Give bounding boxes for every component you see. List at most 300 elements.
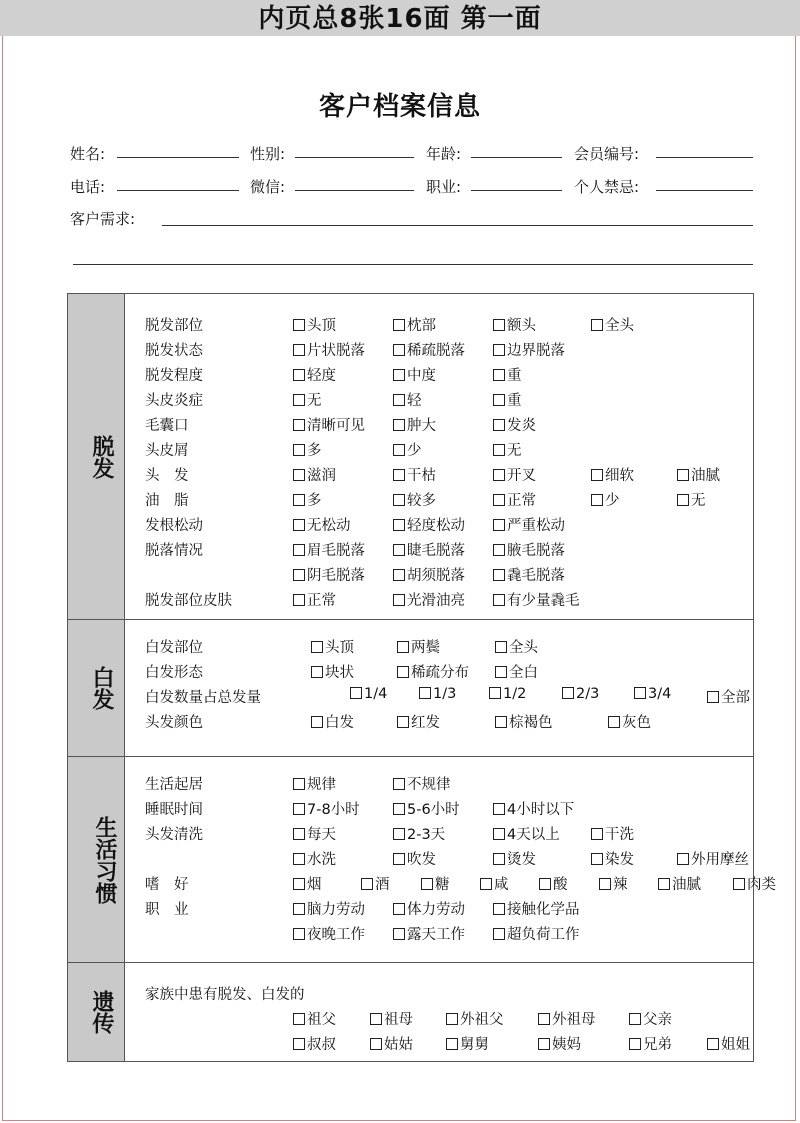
checkbox[interactable] [493, 594, 505, 606]
phone-field[interactable] [117, 190, 239, 191]
checkbox[interactable] [493, 828, 505, 840]
checkbox-label: 接触化学品 [507, 902, 580, 918]
checkbox-option[interactable] [293, 1008, 336, 1029]
checkbox-label: 无松动 [307, 518, 351, 534]
checkbox[interactable] [446, 1038, 458, 1050]
checkbox[interactable] [393, 778, 405, 790]
checkbox-option[interactable] [421, 873, 450, 894]
checkbox-label: 无 [507, 443, 522, 459]
checkbox-row [145, 589, 745, 611]
checkbox-option[interactable] [733, 873, 776, 894]
checkbox[interactable] [493, 928, 505, 940]
checkbox-label: 头顶 [307, 318, 336, 334]
checkbox-option[interactable] [397, 711, 440, 732]
needs-field[interactable] [162, 225, 753, 226]
checkbox-label: 稀疏分布 [411, 665, 469, 681]
checkbox-option[interactable] [538, 1033, 581, 1054]
gender-label: 性别: [250, 145, 286, 163]
checkbox[interactable] [370, 1038, 382, 1050]
checkbox-option[interactable] [293, 823, 336, 844]
checkbox-option[interactable] [493, 314, 536, 335]
checkbox[interactable] [293, 778, 305, 790]
checkbox-option[interactable] [493, 539, 565, 560]
checkbox-option[interactable] [493, 439, 522, 460]
row-label: 毛囊口 [145, 418, 189, 434]
checkbox[interactable] [493, 569, 505, 581]
checkbox[interactable] [293, 544, 305, 556]
checkbox-option[interactable] [293, 564, 365, 585]
checkbox[interactable] [393, 519, 405, 531]
checkbox-option[interactable] [493, 364, 522, 385]
age-field[interactable] [471, 157, 562, 158]
checkbox-label: 超负荷工作 [507, 927, 580, 943]
checkbox[interactable] [608, 716, 620, 728]
checkbox[interactable] [393, 903, 405, 915]
checkbox[interactable] [293, 1038, 305, 1050]
checkbox-label: 严重松动 [507, 518, 565, 534]
checkbox-option[interactable] [293, 414, 365, 435]
checkbox[interactable] [293, 569, 305, 581]
row-label: 白发数量占总发量 [145, 690, 261, 706]
checkbox-label: 重 [507, 393, 522, 409]
wechat-field[interactable] [295, 190, 414, 191]
checkbox-label: 祖母 [384, 1012, 413, 1028]
checkbox-label: 烟 [307, 877, 322, 893]
checkbox-option[interactable] [495, 636, 538, 657]
checkbox[interactable] [493, 494, 505, 506]
checkbox-option[interactable] [293, 439, 322, 460]
checkbox[interactable] [677, 469, 689, 481]
taboo-field[interactable] [656, 190, 753, 191]
checkbox-label: 胡须脱落 [407, 568, 465, 584]
checkbox-label: 外祖父 [460, 1012, 504, 1028]
checkbox-option[interactable] [538, 1008, 596, 1029]
checkbox[interactable] [293, 803, 305, 815]
checkbox-option[interactable] [493, 339, 565, 360]
checkbox-option[interactable] [311, 661, 354, 682]
checkbox-option[interactable] [393, 898, 465, 919]
checkbox[interactable] [293, 369, 305, 381]
checkbox[interactable] [311, 716, 323, 728]
checkbox[interactable] [591, 319, 603, 331]
checkbox-option[interactable] [707, 1033, 750, 1054]
checkbox-label: 染发 [605, 852, 634, 868]
row-label: 油 脂 [145, 493, 189, 509]
checkbox-option[interactable] [493, 414, 536, 435]
row-label: 脱发部位 [145, 318, 203, 334]
checkbox[interactable] [493, 319, 505, 331]
checkbox-option[interactable] [591, 314, 634, 335]
checkbox-row [145, 314, 745, 336]
checkbox-option[interactable] [311, 636, 354, 657]
checkbox-label: 姨妈 [552, 1037, 581, 1053]
checkbox[interactable] [493, 903, 505, 915]
checkbox-option[interactable] [393, 439, 422, 460]
checkbox-option[interactable] [493, 923, 580, 944]
checkbox-option[interactable] [393, 414, 436, 435]
checkbox-option[interactable] [361, 873, 390, 894]
checkbox[interactable] [493, 369, 505, 381]
checkbox-label: 酒 [375, 877, 390, 893]
checkbox[interactable] [393, 469, 405, 481]
checkbox-option[interactable] [591, 489, 620, 510]
checkbox-option[interactable] [370, 1033, 413, 1054]
checkbox-label: 露天工作 [407, 927, 465, 943]
checkbox-option[interactable] [591, 823, 634, 844]
checkbox-label: 眉毛脱落 [307, 543, 365, 559]
checkbox[interactable] [293, 394, 305, 406]
checkbox[interactable] [293, 928, 305, 940]
checkbox[interactable] [539, 878, 551, 890]
checkbox[interactable] [293, 878, 305, 890]
checkbox-option[interactable] [495, 661, 538, 682]
checkbox[interactable] [658, 878, 670, 890]
checkbox-option[interactable] [293, 539, 365, 560]
checkbox-option[interactable] [629, 1008, 672, 1029]
checkbox[interactable] [538, 1013, 550, 1025]
checkbox[interactable] [393, 419, 405, 431]
checkbox-option[interactable] [393, 539, 465, 560]
checkbox-label: 2/3 [576, 686, 600, 702]
checkbox-label: 枕部 [407, 318, 436, 334]
checkbox-option[interactable] [397, 661, 469, 682]
checkbox-label: 红发 [411, 715, 440, 731]
row-label: 嗜 好 [145, 877, 189, 893]
checkbox[interactable] [634, 687, 646, 699]
checkbox[interactable] [480, 878, 492, 890]
checkbox-label: 少 [407, 443, 422, 459]
checkbox[interactable] [393, 544, 405, 556]
checkbox-label: 舅舅 [460, 1037, 489, 1053]
checkbox[interactable] [493, 853, 505, 865]
checkbox[interactable] [397, 716, 409, 728]
checkbox[interactable] [293, 903, 305, 915]
checkbox[interactable] [393, 444, 405, 456]
checkbox-label: 糖 [435, 877, 450, 893]
row-label: 白发部位 [145, 640, 203, 656]
checkbox-option[interactable] [393, 339, 465, 360]
checkbox[interactable] [293, 469, 305, 481]
checkbox-option[interactable] [393, 773, 451, 794]
heredity-section [125, 963, 754, 1062]
checkbox-option[interactable] [293, 589, 336, 610]
row-label: 头发颜色 [145, 715, 203, 731]
checkbox-row [145, 923, 745, 945]
checkbox-option[interactable] [419, 686, 456, 702]
checkbox-option[interactable] [446, 1008, 504, 1029]
checkbox-option[interactable] [370, 1008, 413, 1029]
checkbox-row [145, 1008, 745, 1030]
checkbox-option[interactable] [634, 686, 671, 702]
checkbox-option[interactable] [629, 1033, 672, 1054]
checkbox-option[interactable] [493, 848, 536, 869]
checkbox[interactable] [493, 519, 505, 531]
checkbox-option[interactable] [493, 823, 560, 844]
checkbox-option[interactable] [393, 514, 465, 535]
checkbox[interactable] [495, 716, 507, 728]
checkbox[interactable] [591, 828, 603, 840]
checkbox-option[interactable] [293, 923, 365, 944]
checkbox-option[interactable] [493, 489, 536, 510]
checkbox-option[interactable] [293, 339, 365, 360]
white-hair-section [125, 620, 754, 757]
checkbox-option[interactable] [393, 314, 436, 335]
checkbox-label: 有少量毳毛 [507, 593, 580, 609]
checkbox[interactable] [293, 853, 305, 865]
checkbox-row [145, 823, 745, 845]
checkbox-option[interactable] [493, 514, 565, 535]
checkbox[interactable] [489, 687, 501, 699]
checkbox-option[interactable] [599, 873, 628, 894]
checkbox[interactable] [393, 319, 405, 331]
checkbox-option[interactable] [393, 464, 436, 485]
checkbox-option[interactable] [495, 711, 553, 732]
checkbox-option[interactable] [293, 389, 322, 410]
checkbox-row [145, 489, 745, 511]
checkbox-label: 姑姑 [384, 1037, 413, 1053]
checkbox-option[interactable] [293, 489, 322, 510]
checkbox[interactable] [370, 1013, 382, 1025]
checkbox-option[interactable] [562, 686, 599, 702]
checkbox-row [145, 848, 749, 870]
checkbox[interactable] [397, 666, 409, 678]
needs-field-line-2[interactable] [73, 264, 753, 265]
lifestyle-section-title: 生活习惯 [68, 757, 125, 963]
checkbox-label: 头顶 [325, 640, 354, 656]
checkbox-row [145, 1033, 750, 1055]
checkbox-label: 轻度 [307, 368, 336, 384]
hair-loss-section-title: 脱发 [68, 294, 125, 620]
checkbox[interactable] [397, 641, 409, 653]
checkbox-option[interactable] [493, 564, 565, 585]
checkbox[interactable] [293, 594, 305, 606]
checkbox-option[interactable] [293, 514, 351, 535]
form-title: 客户档案信息 [318, 92, 481, 122]
checkbox-label: 多 [307, 443, 322, 459]
checkbox[interactable] [677, 494, 689, 506]
checkbox-label: 睫毛脱落 [407, 543, 465, 559]
checkbox-option[interactable] [393, 848, 436, 869]
checkbox[interactable] [293, 494, 305, 506]
checkbox-option[interactable] [493, 589, 580, 610]
checkbox[interactable] [393, 369, 405, 381]
checkbox[interactable] [293, 319, 305, 331]
checkbox-option[interactable] [608, 711, 651, 732]
checkbox[interactable] [629, 1013, 641, 1025]
checkbox-label: 5-6小时 [407, 802, 460, 818]
checkbox-row [145, 539, 745, 561]
checkbox-label: 光滑油亮 [407, 593, 465, 609]
checkbox[interactable] [629, 1038, 641, 1050]
checkbox[interactable] [446, 1013, 458, 1025]
checkbox-label: 体力劳动 [407, 902, 465, 918]
checkbox-label: 开叉 [507, 468, 536, 484]
checkbox-option[interactable] [591, 848, 634, 869]
job-label: 职业: [426, 178, 462, 196]
member-no-field[interactable] [656, 157, 753, 158]
checkbox-option[interactable] [489, 686, 526, 702]
checkbox[interactable] [311, 666, 323, 678]
checkbox-option[interactable] [480, 873, 509, 894]
checkbox[interactable] [707, 691, 719, 703]
checkbox[interactable] [419, 687, 431, 699]
profile-table [67, 293, 776, 1062]
checkbox[interactable] [493, 419, 505, 431]
checkbox-option[interactable] [393, 489, 436, 510]
checkbox-row [145, 773, 745, 795]
gender-field[interactable] [295, 157, 414, 158]
checkbox-option[interactable] [591, 464, 634, 485]
checkbox-option[interactable] [393, 923, 465, 944]
checkbox-label: 1/4 [364, 686, 388, 702]
checkbox-label: 少 [605, 493, 620, 509]
checkbox-label: 稀疏脱落 [407, 343, 465, 359]
checkbox-option[interactable] [707, 686, 750, 707]
checkbox-label: 4小时以下 [507, 802, 575, 818]
checkbox[interactable] [311, 641, 323, 653]
checkbox-option[interactable] [293, 1033, 336, 1054]
checkbox-option[interactable] [293, 848, 336, 869]
checkbox-option[interactable] [397, 636, 440, 657]
checkbox[interactable] [495, 666, 507, 678]
row-label: 脱落情况 [145, 543, 203, 559]
checkbox-option[interactable] [493, 464, 536, 485]
checkbox[interactable] [393, 928, 405, 940]
checkbox-label: 棕褐色 [509, 715, 553, 731]
checkbox[interactable] [393, 344, 405, 356]
checkbox-option[interactable] [393, 589, 465, 610]
checkbox[interactable] [293, 419, 305, 431]
checkbox-option[interactable] [677, 489, 706, 510]
checkbox[interactable] [393, 828, 405, 840]
job-field[interactable] [471, 190, 562, 191]
checkbox-option[interactable] [677, 464, 720, 485]
checkbox-row [145, 898, 745, 920]
checkbox[interactable] [495, 641, 507, 653]
checkbox-label: 较多 [407, 493, 436, 509]
checkbox[interactable] [393, 853, 405, 865]
checkbox-option[interactable] [393, 798, 460, 819]
checkbox-option[interactable] [293, 798, 360, 819]
checkbox-option[interactable] [311, 711, 354, 732]
checkbox-option[interactable] [393, 823, 445, 844]
checkbox[interactable] [538, 1038, 550, 1050]
checkbox[interactable] [493, 803, 505, 815]
checkbox-label: 叔叔 [307, 1037, 336, 1053]
checkbox-label: 阴毛脱落 [307, 568, 365, 584]
checkbox-label: 外用摩丝 [691, 852, 749, 868]
checkbox-row [145, 339, 745, 361]
checkbox-option[interactable] [293, 898, 365, 919]
checkbox-label: 发炎 [507, 418, 536, 434]
checkbox[interactable] [393, 594, 405, 606]
age-label: 年龄: [426, 145, 462, 163]
checkbox-label: 全头 [605, 318, 634, 334]
checkbox-option[interactable] [293, 364, 336, 385]
checkbox-label: 块状 [325, 665, 354, 681]
checkbox-label: 4天以上 [507, 827, 560, 843]
checkbox-label: 全白 [509, 665, 538, 681]
checkbox[interactable] [733, 878, 745, 890]
checkbox[interactable] [293, 828, 305, 840]
checkbox-option[interactable] [393, 364, 436, 385]
checkbox-option[interactable] [393, 389, 422, 410]
checkbox-option[interactable] [350, 686, 387, 702]
checkbox[interactable] [493, 394, 505, 406]
checkbox[interactable] [293, 444, 305, 456]
checkbox[interactable] [562, 687, 574, 699]
row-label: 睡眠时间 [145, 802, 203, 818]
checkbox-label: 肉类 [747, 877, 776, 893]
checkbox[interactable] [707, 1038, 719, 1050]
checkbox[interactable] [393, 803, 405, 815]
checkbox[interactable] [293, 519, 305, 531]
checkbox[interactable] [591, 853, 603, 865]
checkbox[interactable] [493, 444, 505, 456]
checkbox-option[interactable] [493, 898, 580, 919]
checkbox[interactable] [393, 394, 405, 406]
checkbox[interactable] [493, 469, 505, 481]
checkbox[interactable] [677, 853, 689, 865]
checkbox-option[interactable] [493, 798, 574, 819]
row-label: 脱发部位皮肤 [145, 593, 232, 609]
checkbox-label: 不规律 [407, 777, 451, 793]
checkbox-label: 多 [307, 493, 322, 509]
heredity-section-title: 遗传 [68, 963, 125, 1062]
checkbox-option[interactable] [658, 873, 701, 894]
checkbox-option[interactable] [539, 873, 568, 894]
name-field[interactable] [117, 157, 239, 158]
checkbox-label: 肿大 [407, 418, 436, 434]
checkbox-option[interactable] [293, 773, 336, 794]
checkbox[interactable] [393, 494, 405, 506]
name-label: 姓名: [70, 145, 106, 163]
checkbox-option[interactable] [393, 564, 465, 585]
checkbox[interactable] [350, 687, 362, 699]
checkbox[interactable] [361, 878, 373, 890]
checkbox[interactable] [293, 344, 305, 356]
row-label: 职 业 [145, 902, 189, 918]
checkbox[interactable] [493, 544, 505, 556]
checkbox-option[interactable] [677, 848, 749, 869]
checkbox[interactable] [493, 344, 505, 356]
checkbox-option[interactable] [493, 389, 522, 410]
checkbox[interactable] [591, 469, 603, 481]
checkbox-label: 干枯 [407, 468, 436, 484]
checkbox-label: 每天 [307, 827, 336, 843]
member-no-label: 会员编号: [574, 145, 640, 163]
checkbox-row [145, 464, 745, 486]
checkbox[interactable] [591, 494, 603, 506]
checkbox-row [145, 636, 745, 658]
checkbox-label: 吹发 [407, 852, 436, 868]
checkbox-row [145, 414, 745, 436]
checkbox-label: 兄弟 [643, 1037, 672, 1053]
checkbox-option[interactable] [293, 314, 336, 335]
checkbox[interactable] [393, 569, 405, 581]
checkbox[interactable] [421, 878, 433, 890]
checkbox-label: 酸 [553, 877, 568, 893]
row-label: 头皮屑 [145, 443, 189, 459]
checkbox-option[interactable] [293, 464, 336, 485]
checkbox-option[interactable] [446, 1033, 489, 1054]
checkbox-label: 2-3天 [407, 827, 446, 843]
checkbox[interactable] [599, 878, 611, 890]
checkbox[interactable] [293, 1013, 305, 1025]
checkbox-option[interactable] [293, 873, 322, 894]
needs-label: 客户需求: [70, 210, 136, 228]
row-label: 脱发状态 [145, 343, 203, 359]
